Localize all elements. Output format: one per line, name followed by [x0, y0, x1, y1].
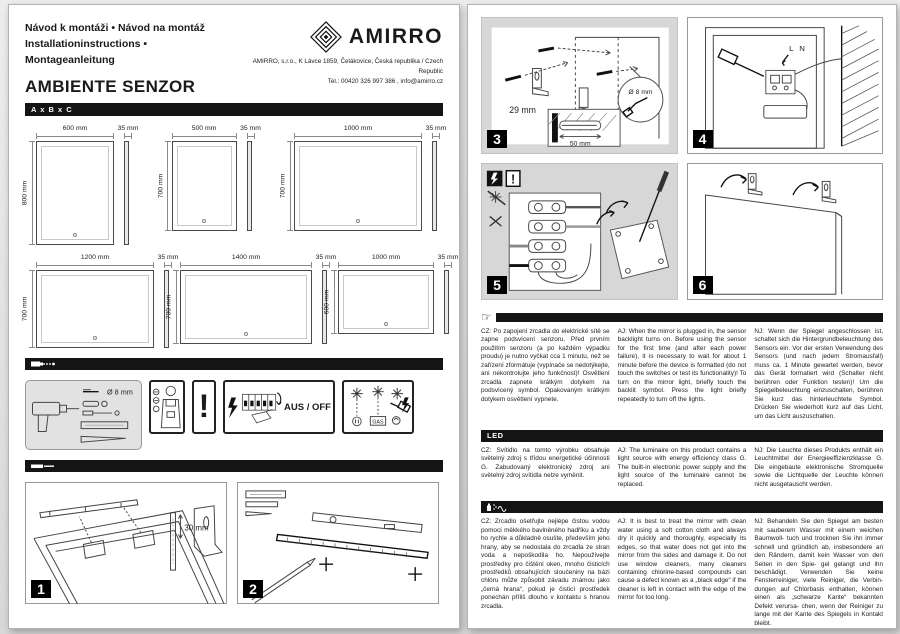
height-dim-label: 700 mm	[279, 173, 287, 199]
step-3-illustration	[482, 18, 677, 153]
care-text-nj: NJ: Behandeln Sie den Spiegel am besten mit sauberem Wasser mit einem weichen Baumwoll- tuch und trocknen Sie ihn immer schnell und gründlich ab, insbesondere an den Rändern, damit kein Wasser von den Seiten in den Spie- gel gelangt und ihn beschädigt. Verwenden Sie keine Fensterreiniger, viele Reiniger, die Verbin- dungen auf Chlorbasis enthalten, können einen als „schwarze Kante“ bekannten Defekt verursa- chen, wenn der Reiniger zu lange mit der Kante des Spiegels in Kontakt bleibt.	[754, 518, 884, 627]
width-dim-label: 1400 mm	[231, 254, 261, 262]
step-1-illustration	[26, 483, 226, 604]
led-bar-label: LED	[487, 431, 504, 441]
care-text-aj: AJ: It is best to treat the mirror with clean water using a soft cotton cloth and always dry it quickly and thoroughly, especially its edges, so that water does not get into the mirror from the sides and damage it. Do not use window cleaners, many cleaners containing chlorine-based compounds can cause a defect known as a „black edge“ if the cleaner is left in contact with the edge of the mirror for too long.	[617, 518, 747, 602]
company-address	[233, 57, 443, 86]
sensor-icon	[202, 219, 206, 223]
depth-dim-label: 35 mm	[315, 254, 337, 262]
step-2-illustration	[238, 483, 438, 604]
led-text-cz: CZ: Svítidlo na tomto výrobku obsahuje světelný zdroj s třídou energetické účinnosti G. Zabudovaný elektronický zdroj ani světelný zdroj svítidla nelze vyměnit.	[481, 446, 610, 480]
drill-diameter-label: Ø 8 mm	[628, 88, 653, 96]
depth-dim-label: 35 mm	[425, 125, 447, 133]
sensor-text-aj: AJ: When the mirror is plugged in, the sensor backlight turns on. Before using the sensor for the first time (and after each power failure), it is necessary to wait for about 1 minute before the device is formatted (do not touch the switches or test its functionality)! To turn on the mirror light, briefly touch the backlit symbol. Press the light briefly repeatedly to turn off the lights.	[617, 328, 747, 403]
gas-label: GAS	[372, 419, 384, 426]
mounting-section-bar	[25, 460, 443, 472]
width-dim-label: 600 mm	[62, 125, 88, 133]
step-1-panel	[25, 482, 227, 604]
led-text-aj: AJ: The luminaire on this product contains a light source with energy efficiency class G. The built-in electronic power supply and the light source of the luminaire cannot be replaced.	[617, 446, 747, 488]
mirror-diagram-600x800	[21, 125, 139, 245]
brand-lockup	[233, 21, 443, 53]
step-number-badge: 4	[693, 130, 713, 148]
size-formula-bar	[25, 103, 443, 116]
sensor-icon	[356, 219, 360, 223]
step-number-badge: 1	[31, 580, 51, 598]
mirror-front-view	[36, 141, 114, 245]
sensor-text-columns	[481, 328, 883, 421]
step-5-illustration	[482, 164, 677, 299]
led-section-bar	[481, 430, 883, 442]
sensor-section-bar	[496, 313, 883, 322]
sensor-text-nj: NJ: Wenn der Spiegel angeschlossen ist, schaltet sich die Hintergrundbeleuchtung des Sensors ein. Vor der ersten Verwendung des Sensors (und nach jedem Stromausfall) muss ca. 1 Minute gewartet werden, bevor das Gerät formatiert wird (Schalter nicht berühren oder Funktion testen)! Um die Spiegelbeleuchtung einzuschalten, berühren Sie kurz das hinterleuchtete Symbol. Drücken Sie wiederholt kurz auf das Licht, um das Licht auszuschalten.	[754, 328, 884, 420]
tools-illustration	[26, 381, 141, 449]
mirror-front-view	[36, 270, 154, 348]
mirror-side-profile	[432, 141, 437, 231]
sensor-section-header	[481, 311, 883, 323]
step-number-badge: 6	[693, 276, 713, 294]
depth-dim-label: 35 mm	[240, 125, 261, 133]
sensor-icon	[73, 233, 77, 237]
step-6-illustration	[688, 164, 883, 299]
plug-depth-label: 50 mm	[569, 140, 591, 148]
brand-name: AMIRRO	[348, 25, 443, 48]
step-number-badge: 2	[243, 580, 263, 598]
tools-section-bar	[25, 358, 443, 370]
dimension-row-1	[21, 125, 447, 245]
bracket-offset-label: 30 mm	[184, 523, 209, 533]
steps-grid-3-6	[481, 17, 883, 300]
wire-labels: L N	[788, 43, 807, 53]
height-dim-label: 700 mm	[157, 173, 164, 199]
title-en-de: Installationinstructions • Montageanleitung	[25, 37, 148, 66]
height-dim-label: 800 mm	[21, 180, 29, 206]
care-text-cz: CZ: Zrcadlo ošetřujte nejlépe čistou vodou pomocí měkkého bavlněného hadříku a vždy ho rychle a důkladně osušte, především jeho hrany, aby se nedostala do zrcadla ze stran voda a nepoškodila ho. Nepoužívejte prostředky pro čištění oken, mnoho čisticích prostředků obsahujících sloučeniny na bázi chlóru může způsobit závadu známou jako „černá hrana“, pokud je čisticí prostředek ponechán příliš dlouho v kontaktu s hranou zrcadla.	[481, 518, 610, 610]
required-tools-panel	[25, 380, 142, 450]
header-brand-block	[233, 21, 443, 97]
step-5-panel	[481, 163, 678, 300]
address-line-1: AMIRRO, s.r.o., K Lávce 1859, Čelákovice, Česká republika / Czech Republic	[252, 58, 443, 75]
led-text-nj: NJ: Die Leuchte dieses Produkts enthält ein Leuchtmittel der Energieeffizienzklasse G. Die eingebaute elektronische Stromquelle sowie die Lichtquelle der Leuchte können nicht ausgetauscht werden.	[754, 446, 884, 488]
height-dim-label: 600 mm	[323, 289, 331, 315]
sensor-icon	[244, 332, 248, 336]
mirror-diagram-1000x600	[323, 254, 459, 348]
steps-row-1-2	[25, 482, 443, 604]
dimension-row-2	[21, 254, 459, 348]
mirror-front-view	[180, 270, 312, 344]
mirror-side-profile	[124, 141, 129, 245]
step-number-badge: 3	[487, 130, 507, 148]
amirro-logo-icon	[310, 21, 342, 53]
width-dim-label: 500 mm	[191, 125, 217, 133]
aus-off-label: AUS / OFF	[284, 401, 331, 413]
exclamation-mark: !	[198, 388, 210, 425]
step-3-panel	[481, 17, 678, 154]
step-6-panel	[687, 163, 884, 300]
hidden-lines-hazard-panel	[342, 380, 414, 434]
care-text-columns	[481, 518, 883, 628]
mirror-front-view	[172, 141, 237, 231]
height-dim-label: 700 mm	[165, 294, 173, 320]
address-line-2: Tel.: 00420 326 997 386 , info@amirro.cz	[327, 77, 443, 85]
installer-pictogram-panel	[149, 380, 185, 434]
exclamation-mark: !	[511, 172, 516, 187]
installer-icon	[151, 383, 183, 431]
hidden-pipes-wires-icon	[345, 384, 411, 430]
led-text-columns	[481, 447, 883, 489]
drill-bit-diameter-label: Ø 8 mm	[107, 387, 133, 397]
size-formula-label: A x B x C	[31, 105, 73, 115]
sensor-text-cz: CZ: Po zapojení zrcadla do elektrické sítě se zapne podsvícení senzoru. Před prvním použitím senzoru (a po každém výpadku proudu) je nutno vyčkat cca 1 minutu, než se zařízení zformátuje (vypínače se nedotýkejte, ani nekontrolujte jeho funkčnost)! Osvětlení zrcadla zapnete krátkým dotykem na podsvícený symbol. Opakovaným krátkým dotykem osvětlení vypnete.	[481, 328, 610, 403]
header	[25, 21, 443, 97]
height-dim-label: 700 mm	[21, 296, 29, 322]
page-right	[467, 4, 897, 629]
page-left	[8, 4, 460, 629]
mirror-diagram-500x700	[157, 125, 261, 245]
width-dim-label: 1000 mm	[371, 254, 401, 262]
mirror-side-profile	[444, 270, 449, 334]
width-dim-label: 1000 mm	[343, 125, 373, 133]
cleaning-icon	[487, 503, 509, 512]
circuit-breaker-icon	[225, 384, 282, 430]
step-4-panel	[687, 17, 884, 154]
care-section-bar	[481, 501, 883, 513]
mirror-diagram-1200x700	[21, 254, 179, 348]
mirror-front-view	[294, 141, 422, 231]
drill-icon	[31, 360, 57, 368]
title-cz-sk: Návod k montáži • Návod na montáž	[25, 22, 205, 34]
header-titles	[25, 21, 233, 97]
depth-dim-label: 35 mm	[437, 254, 459, 262]
power-off-panel	[223, 380, 335, 434]
sensor-icon	[384, 322, 388, 326]
depth-dim-label: 35 mm	[117, 125, 139, 133]
mirror-diagram-1400x700	[165, 254, 337, 348]
step-2-panel	[237, 482, 439, 604]
warning-exclamation-panel	[192, 380, 216, 434]
bracket-spacing-label: 29 mm	[509, 105, 536, 116]
mirror-side-profile	[247, 141, 252, 231]
product-name: AMBIENTE SENZOR	[25, 77, 196, 97]
step-number-badge: 5	[487, 276, 507, 294]
mounting-rail-icon	[31, 462, 57, 470]
pictogram-row	[25, 380, 443, 450]
sensor-icon	[93, 336, 97, 340]
mirror-front-view	[338, 270, 434, 334]
depth-dim-label: 35 mm	[157, 254, 179, 262]
mirror-diagram-1000x700	[279, 125, 447, 245]
step-4-illustration	[688, 18, 883, 153]
touch-finger-icon: ☞	[481, 310, 492, 324]
width-dim-label: 1200 mm	[80, 254, 110, 262]
